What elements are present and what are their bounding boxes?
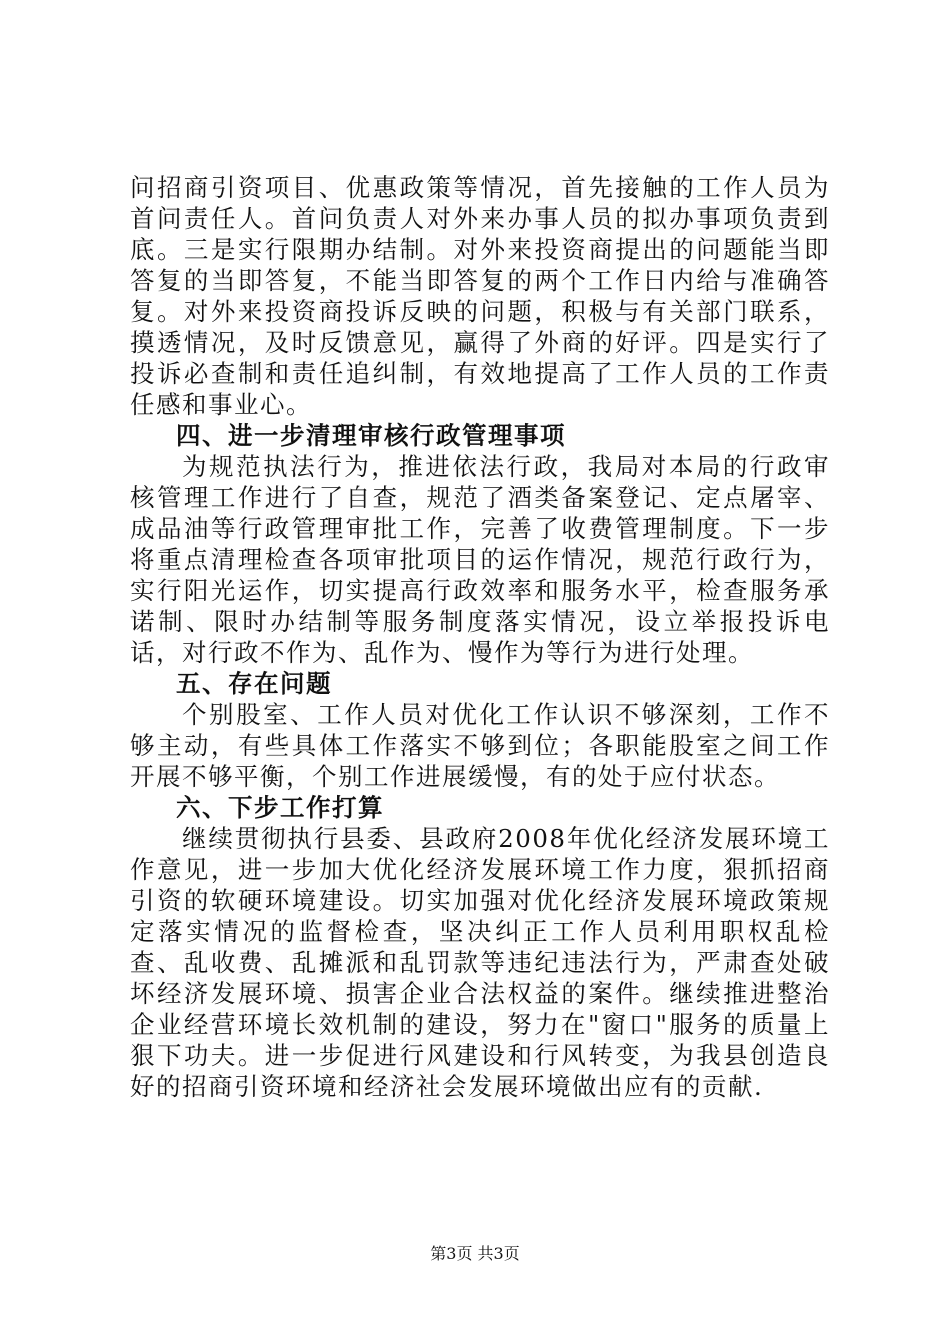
section-heading-4: 四、进一步清理审核行政管理事项 (176, 421, 566, 450)
paragraph-section-4: 为规范执法行为，推进依法行政，我局对本局的行政审核管理工作进行了自查，规范了酒类备案登记、定点屠宰、成品油等行政管理审批工作，完善了收费管理制度。下一步将重点清理检查各项审批项目的运作情况，规范行政行为，实行阳光运作，切实提高行政效率和服务水平，检查服务承诺制、限时办结制等服务制度落实情况，设立举报投诉电话，对行政不作为、乱作为、慢作为等行为进行处理。 (130, 452, 830, 667)
paragraph-section-5: 个别股室、工作人员对优化工作认识不够深刻，工作不够主动，有些具体工作落实不够到位；各职能股室之间工作开展不够平衡，个别工作进展缓慢，有的处于应付状态。 (130, 700, 830, 791)
page-footer: 第3页 共3页 (430, 1244, 520, 1263)
paragraph-section-6: 继续贯彻执行县委、县政府2008年优化经济发展环境工作意见，进一步加大优化经济发展环境工作力度，狠抓招商引资的软硬环境建设。切实加强对优化经济发展环境政策规定落实情况的监督检查，坚决纠正工作人员利用职权乱检查、乱收费、乱摊派和乱罚款等违纪违法行为，严肃查处破坏经济发展环境、损害企业合法权益的案件。继续推进整治企业经营环境长效机制的建设，努力在"窗口"服务的质量上狠下功夫。进一步促进行风建设和行风转变，为我县创造良好的招商引资环境和经济社会发展环境做出应有的贡献. (130, 824, 830, 1101)
paragraph-continued: 问招商引资项目、优惠政策等情况，首先接触的工作人员为首问责任人。首问负责人对外来办事人员的拟办事项负责到底。三是实行限期办结制。对外来投资商提出的问题能当即答复的当即答复，不能当即答复的两个工作日内给与准确答复。对外来投资商投诉反映的问题，积极与有关部门联系，摸透情况，及时反馈意见，赢得了外商的好评。四是实行了投诉必查制和责任追纠制，有效地提高了工作人员的工作责任感和事业心。 (130, 173, 830, 419)
section-heading-6: 六、下步工作打算 (176, 793, 384, 822)
section-heading-5: 五、存在问题 (176, 669, 332, 698)
document-body (130, 172, 830, 1102)
